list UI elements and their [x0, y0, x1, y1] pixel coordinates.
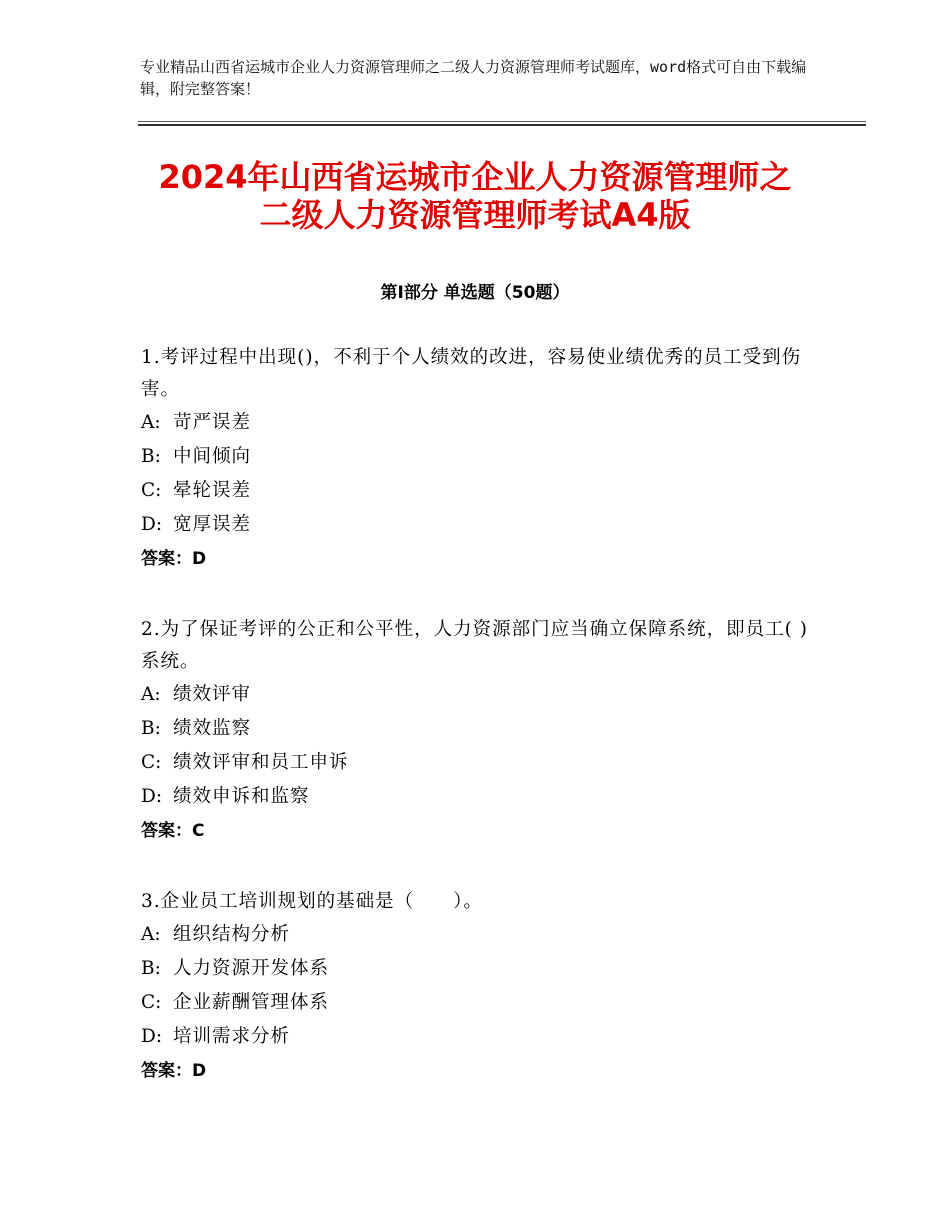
option-d: [141, 508, 821, 542]
question-stem: 2.为了保证考评的公正和公平性，人力资源部门应当确立保障系统，即员工( )系统。: [141, 619, 808, 672]
option-c: [141, 986, 821, 1020]
section-title: 第Ⅰ部分 单选题（50题）: [380, 283, 570, 303]
option-key: D:: [141, 1026, 163, 1047]
option-text: 苛严误差: [173, 412, 252, 433]
document-title: [100, 158, 850, 234]
option-key: D:: [141, 786, 163, 807]
option-key: B:: [141, 446, 161, 467]
question-1: [141, 342, 821, 576]
option-text: 绩效评审: [173, 684, 252, 705]
header-rule-thin: [138, 121, 866, 122]
option-key: A:: [141, 684, 161, 705]
question-2: [141, 614, 821, 848]
option-key: A:: [141, 412, 161, 433]
option-text: 培训需求分析: [173, 1026, 291, 1047]
option-key: B:: [141, 718, 161, 739]
option-d: [141, 1020, 821, 1054]
option-key: C:: [141, 992, 162, 1013]
answer: 答案：C: [141, 821, 205, 841]
answer: 答案：D: [141, 1061, 207, 1081]
option-key: B:: [141, 958, 161, 979]
question-list: [141, 342, 821, 1126]
option-key: D:: [141, 514, 163, 535]
header-note: 专业精品山西省运城市企业人力资源管理师之二级人力资源管理师考试题库，word格式可自由下载编辑，附完整答案！: [140, 58, 807, 98]
option-a: [141, 918, 821, 952]
option-key: C:: [141, 480, 162, 501]
option-d: [141, 780, 821, 814]
header-rule-thick: [138, 124, 866, 126]
option-b: [141, 952, 821, 986]
title-line-2: 二级人力资源管理师考试A4版: [259, 196, 691, 234]
option-text: 绩效监察: [173, 718, 252, 739]
option-text: 晕轮误差: [173, 480, 252, 501]
option-key: C:: [141, 752, 162, 773]
option-c: [141, 474, 821, 508]
option-c: [141, 746, 821, 780]
option-text: 中间倾向: [173, 446, 252, 467]
option-a: [141, 678, 821, 712]
option-text: 企业薪酬管理体系: [173, 992, 330, 1013]
option-text: 绩效申诉和监察: [173, 786, 310, 807]
answer: 答案：D: [141, 549, 207, 569]
option-b: [141, 712, 821, 746]
option-text: 宽厚误差: [173, 514, 252, 535]
title-line-1: 2024年山西省运城市企业人力资源管理师之: [158, 158, 792, 196]
option-text: 绩效评审和员工申诉: [173, 752, 349, 773]
question-stem: 1.考评过程中出现()，不利于个人绩效的改进，容易使业绩优秀的员工受到伤害。: [141, 347, 802, 400]
option-a: [141, 406, 821, 440]
question-3: [141, 886, 821, 1088]
option-text: 组织结构分析: [173, 924, 291, 945]
option-b: [141, 440, 821, 474]
option-text: 人力资源开发体系: [173, 958, 330, 979]
option-key: A:: [141, 924, 161, 945]
question-stem: 3.企业员工培训规划的基础是（ ）。: [141, 891, 483, 912]
